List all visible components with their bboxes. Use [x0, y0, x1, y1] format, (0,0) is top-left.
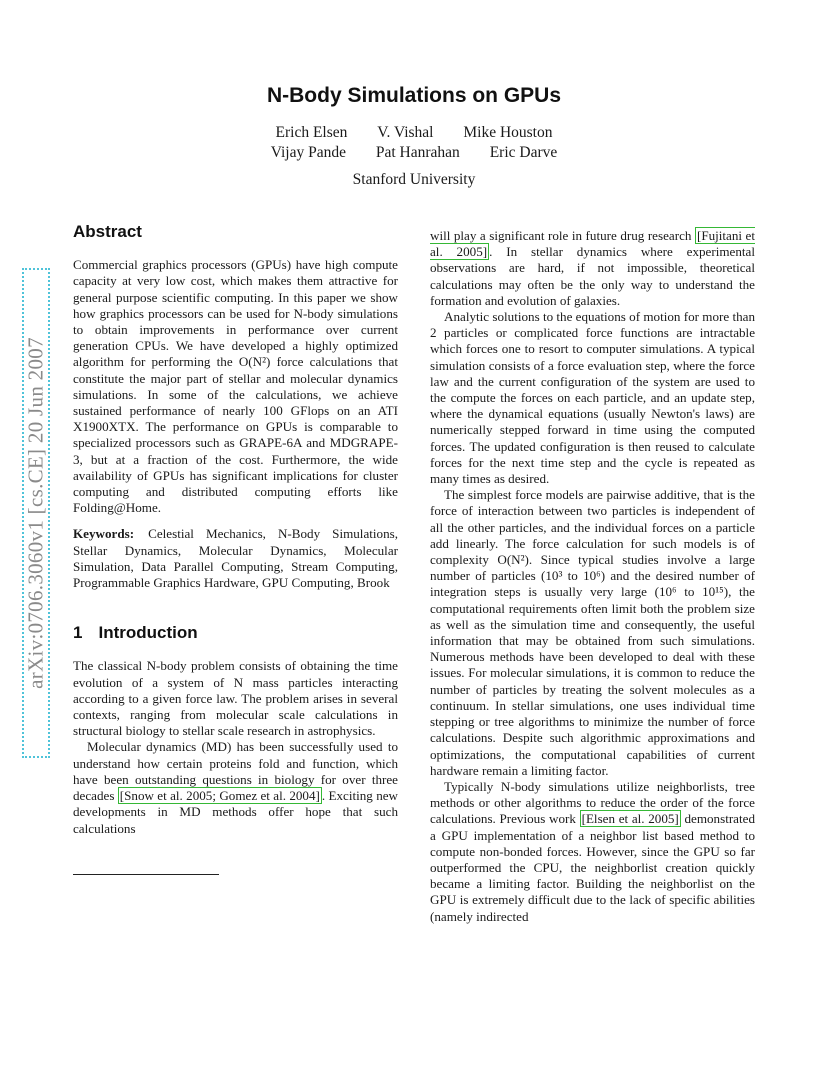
keywords-text: Celestial Mechanics, N-Body Simulations, Stellar Dynamics, Molecular Dynamics, Molecular Simulation, Data Parallel Computing, Stream Computing, Programmable Graphics Hardware, GPU Computing, Brook — [73, 526, 398, 591]
author: Mike Houston — [463, 124, 553, 141]
right-paragraph-3: The simplest force models are pairwise additive, that is the force of interaction between two particles is independent of all the other particles, and the individual forces on a particle add linearly. The force calculation for such models is of complexity O(N²). Since typical studies involve a large number of particles (10³ to 10⁶) and the desired number of integration steps is usually very large (10⁶ to 10¹⁵), the computational requirements often limit both the problem size as well as the simulation time and consequently, the useful information that may be obtained from such simulations. Numerous methods have been developed to deal with these issues. For molecular simulations, it is common to reduce the number of particles by treating the solvent molecules as a continuum. In stellar simulations, one uses individual time stepping or tree algorithms to minimize the number of force calculations. Despite such algorithmic approximations and optimizations, the computational capabilities of current hardware remain a limiting factor. — [430, 487, 755, 778]
author: Eric Darve — [489, 144, 558, 161]
body-text: Typically N-body simulations utilize neighborlists, tree methods or other algorithms to reduce the order of the force calculations. Previous work — [430, 778, 755, 827]
intro-text: Molecular dynamics (MD) has been successfully used to understand how certain proteins fold and function, which have been outstanding questions in biology for over three decades — [73, 739, 398, 804]
right-paragraph-2: Analytic solutions to the equations of motion for more than 2 particles or complicated force functions are intractable which forces one to resort to computer simulations. A typical simulation consists of a force evaluation step, where the force law and the current configuration of the system are used to the compute the forces on each particle, and an update step, where the dynamical equations (usually Newton's laws) are numerically stepped forward in time using the computed forces. The updated configuration is then reused to calculate forces for the next time step and the cycle is repeated as many times as desired. — [430, 309, 755, 487]
intro-paragraph-2 — [73, 739, 398, 836]
author: Erich Elsen — [275, 124, 348, 141]
footnote-rule — [73, 874, 219, 875]
arxiv-identifier[interactable]: arXiv:0706.3060v1 [cs.CE] 20 Jun 2007 — [23, 337, 48, 689]
intro-text: . Exciting new developments in MD methods offer hope that such calculations — [73, 788, 399, 836]
author: V. Vishal — [377, 124, 434, 141]
citation-link[interactable]: [Fujitani et al. 2005] — [430, 228, 756, 260]
citation-link[interactable]: [Elsen et al. 2005] — [581, 811, 679, 827]
citation-link[interactable]: [Snow et al. 2005; Gomez et al. 2004] — [119, 788, 320, 804]
section-title: Introduction — [98, 623, 198, 643]
author: Vijay Pande — [270, 144, 346, 161]
body-text: . In stellar dynamics where experimental observations are hard, if not impossible, theoretical calculations may often be the only way to understand the formation and evolution of galaxies. — [430, 244, 755, 308]
keywords-label: Keywords: — [73, 526, 135, 542]
paper-title: N-Body Simulations on GPUs — [266, 84, 562, 107]
right-column — [430, 228, 755, 925]
introduction-heading — [73, 625, 398, 641]
abstract-text: Commercial graphics processors (GPUs) have high compute capacity at very low cost, which makes them attractive for general purpose scientific computing. In this paper we show how graphics processors can be used for N-body simulations to obtain improvements in performance over current generation CPUs. We have developed a highly optimized algorithm for performing the O(N²) force calculations that constitute the major part of stellar and molecular dynamics simulations. In some of the calculations, we achieve sustained performance of nearly 100 GFlops on an ATI X1900XTX. The performance on GPUs is comparable to specialized processors such as GRAPE-6A and MDGRAPE-3, but at a fraction of the cost. Furthermore, the wide availability of GPUs has significant implications for cluster computing and distributed computing efforts like Folding@Home. — [73, 257, 398, 516]
affiliation: Stanford University — [352, 171, 476, 188]
right-paragraph-4 — [430, 779, 755, 925]
section-number: 1 — [73, 623, 83, 643]
abstract-heading: Abstract — [73, 222, 142, 241]
intro-paragraph-1: The classical N-body problem consists of obtaining the time evolution of a system of N mass particles interacting according to a given force law. The problem arises in several contexts, ranging from molecular scale calculations in structural biology to stellar scale research in astrophysics. — [73, 658, 398, 739]
left-column — [73, 224, 398, 837]
right-paragraph-1 — [430, 228, 755, 309]
keywords-paragraph — [73, 526, 398, 591]
author: Pat Hanrahan — [375, 144, 460, 161]
arxiv-stamp — [22, 268, 52, 758]
body-text: will play a significant role in future drug research — [430, 228, 695, 243]
body-text: demonstrated a GPU implementation of a neighbor list based method to compute non-bonded forces. However, since the GPU so far outperformed the CPU, the neighborlist creation quickly became a limiting factor. Building the neighborlist on the GPU is extremely difficult due to the lack of specific abilities (namely indirected — [430, 811, 755, 924]
author-row-1 — [0, 124, 828, 142]
author-row-2 — [0, 144, 828, 162]
